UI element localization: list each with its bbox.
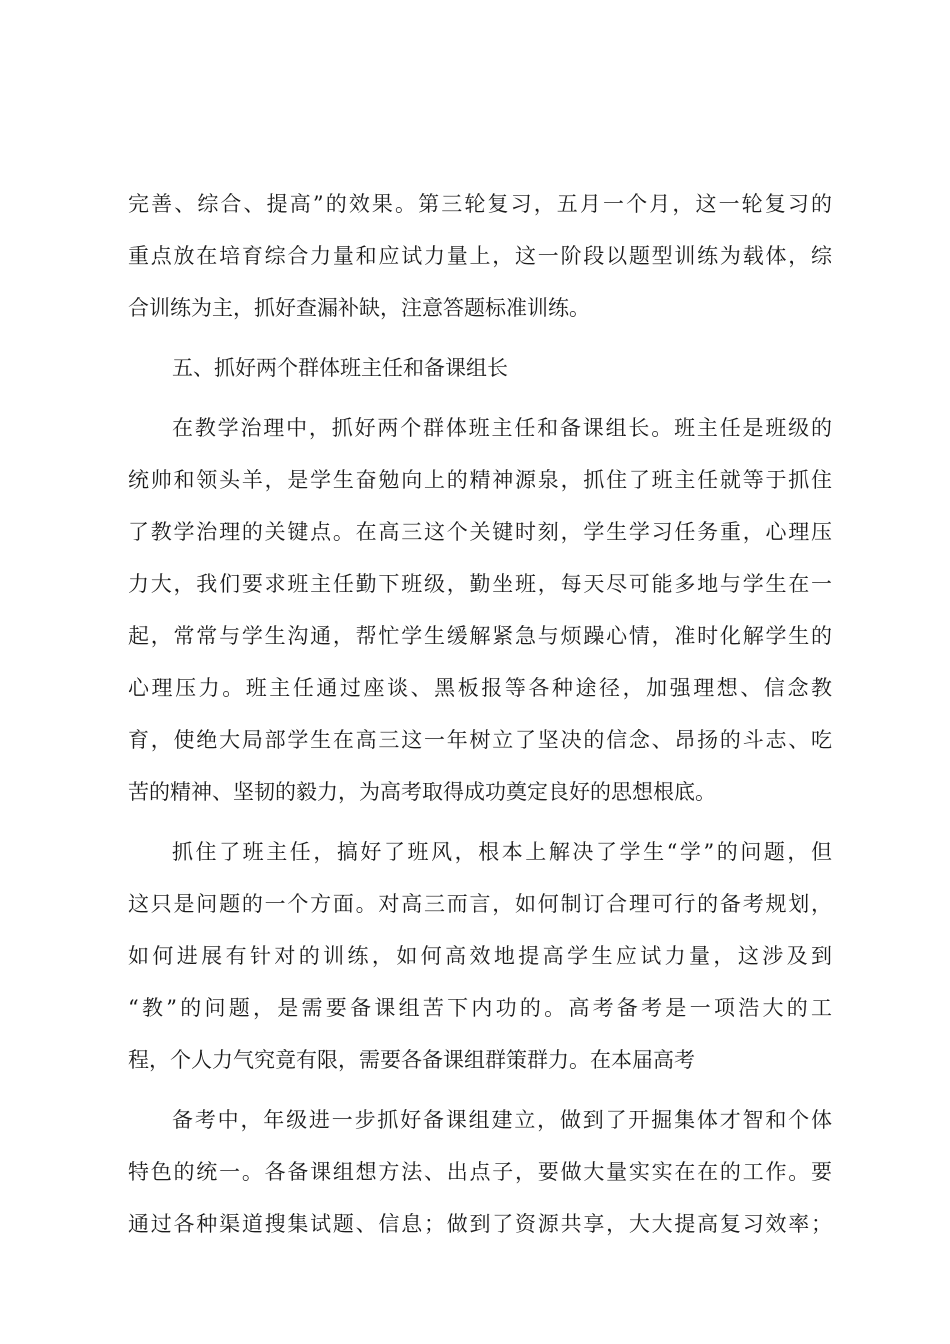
paragraph-lesson-groups xyxy=(128,826,832,1086)
paragraph-exam-prep xyxy=(128,1094,832,1250)
text-line: 育，使绝大局部学生在高三这一年树立了坚决的信念、昂扬的斗志、吃 xyxy=(128,728,832,752)
text-line: “教”的问题，是需要备课组苦下内功的。高考备考是一项浩大的工 xyxy=(128,996,832,1020)
heading-line: 五、抓好两个群体班主任和备课组长 xyxy=(172,356,508,380)
text-line: 特色的统一。各备课组想方法、出点子，要做大量实实在在的工作。要 xyxy=(128,1160,832,1184)
paragraph-review-round-three xyxy=(128,178,832,334)
text-line: 重点放在培育综合力量和应试力量上，这一阶段以题型训练为载体，综 xyxy=(128,244,832,268)
text-line: 在教学治理中，抓好两个群体班主任和备课组长。班主任是班级的 xyxy=(172,416,832,440)
section-heading xyxy=(128,342,832,394)
paragraph-head-teachers xyxy=(128,402,832,818)
text-line: 通过各种渠道搜集试题、信息；做到了资源共享，大大提高复习效率； xyxy=(128,1212,832,1236)
text-line: 合训练为主，抓好查漏补缺，注意答题标准训练。 xyxy=(128,296,590,320)
text-line: 苦的精神、坚韧的毅力，为高考取得成功奠定良好的思想根底。 xyxy=(128,780,716,804)
text-line: 备考中，年级进一步抓好备课组建立，做到了开掘集体才智和个体 xyxy=(172,1108,832,1132)
text-line: 了教学治理的关键点。在高三这个关键时刻，学生学习任务重，心理压 xyxy=(128,520,832,544)
text-line: 这只是问题的一个方面。对高三而言，如何制订合理可行的备考规划， xyxy=(128,892,832,916)
document-body xyxy=(128,178,832,1250)
text-line: 程，个人力气究竟有限，需要各备课组群策群力。在本届高考 xyxy=(128,1048,695,1072)
text-line: 起，常常与学生沟通，帮忙学生缓解紧急与烦躁心情，准时化解学生的 xyxy=(128,624,832,648)
text-line: 抓住了班主任，搞好了班风，根本上解决了学生“学”的问题，但 xyxy=(172,840,832,864)
text-line: 完善、综合、提高”的效果。第三轮复习，五月一个月，这一轮复习的 xyxy=(128,192,832,216)
text-line: 统帅和领头羊，是学生奋勉向上的精神源泉，抓住了班主任就等于抓住 xyxy=(128,468,832,492)
text-line: 如何进展有针对的训练，如何高效地提高学生应试力量，这涉及到 xyxy=(128,944,832,968)
text-line: 心理压力。班主任通过座谈、黑板报等各种途径，加强理想、信念教 xyxy=(128,676,832,700)
text-line: 力大，我们要求班主任勤下班级，勤坐班，每天尽可能多地与学生在一 xyxy=(128,572,832,596)
